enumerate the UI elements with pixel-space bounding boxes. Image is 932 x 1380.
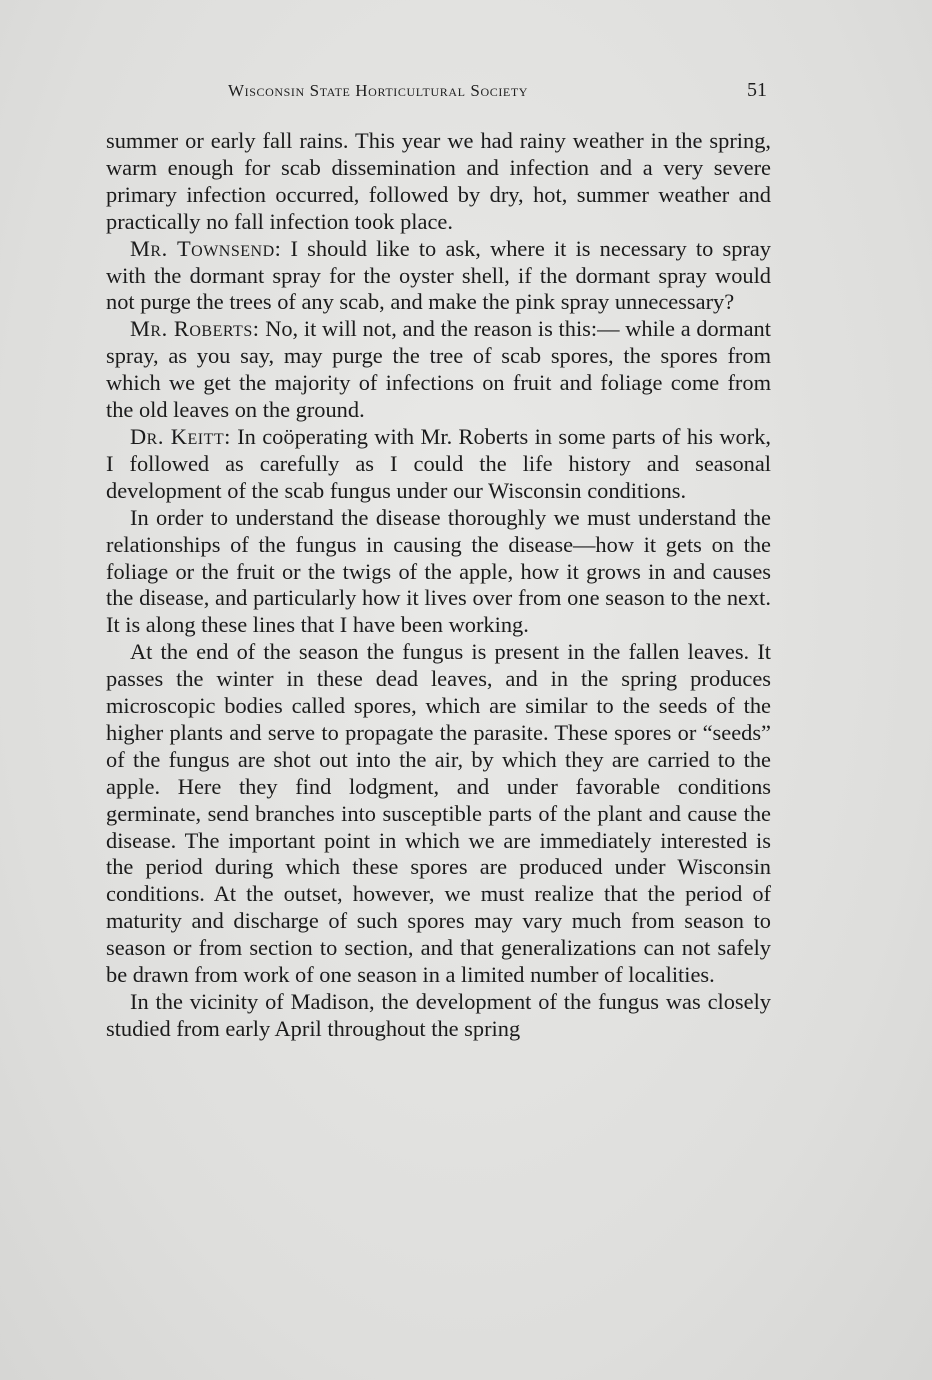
paragraph-text: I should like to ask, where it is necessary to spray with the dormant spray for the oyster shell, if the dormant spray would not purge the trees of any scab, and make the pink spray unnecessary? bbox=[106, 235, 771, 315]
running-title: Wisconsin State Horticultural Society bbox=[228, 81, 529, 100]
paragraph-text: In coöperating with Mr. Roberts in some parts of his work, I followed as carefully as I could the life history and seasonal development of the scab fungus under our Wisconsin conditions. bbox=[106, 423, 771, 503]
speaker-name: Dr. Keitt: bbox=[130, 423, 231, 449]
paragraph bbox=[106, 316, 771, 424]
paragraph bbox=[106, 989, 771, 1043]
paragraph bbox=[106, 236, 771, 317]
speaker-name: Mr. Townsend: bbox=[130, 235, 282, 261]
running-header bbox=[106, 81, 770, 109]
body-text bbox=[106, 128, 771, 1043]
paragraph-text: In the vicinity of Madison, the development of the fungus was closely studied from early April throughout the spring bbox=[106, 989, 771, 1041]
page-number: 51 bbox=[747, 79, 767, 101]
paragraph-text: At the end of the season the fungus is present in the fallen leaves. It passes the winter in these dead leaves, and in the spring produces microscopic bodies called spores, which are similar to the seeds of the higher plants and serve to propagate the parasite. These spores or “seeds” of the fungus are shot out into the air, by which they are carried to the apple. Here they find lodgment, and under favorable conditions germinate, send branches into susceptible parts of the plant and cause the disease. The important point in which we are immediately interested is the period during which these spores are produced under Wisconsin conditions. At the outset, however, we must realize that the period of maturity and discharge of such spores may vary much from season to season or from section to section, and that generalizations can not safely be drawn from work of one season in a limited number of localities. bbox=[106, 639, 771, 988]
paragraph bbox=[106, 639, 771, 989]
paragraph-text: summer or early fall rains. This year we had rainy weather in the spring, warm enough for scab dissemination and infection and a very severe primary infection occurred, followed by dry, hot, summer weather and practically no fall infection took place. bbox=[106, 128, 771, 234]
paragraph-text: In order to understand the disease thoroughly we must understand the relationships of the fungus in causing the disease—how it gets on the foliage or the fruit or the twigs of the apple, how it grows in and causes the disease, and particularly how it lives over from one season to the next. It is along these lines that I have been working. bbox=[106, 504, 771, 638]
paragraph bbox=[106, 128, 771, 236]
paragraph-text: No, it will not, and the reason is this:— while a dormant spray, as you say, may purge the tree of scab spores, the spores from which we get the majority of infections on fruit and foliage come from the old leaves on the ground. bbox=[106, 316, 771, 423]
paragraph bbox=[106, 505, 771, 640]
speaker-name: Mr. Roberts: bbox=[130, 316, 260, 342]
paragraph bbox=[106, 424, 771, 505]
